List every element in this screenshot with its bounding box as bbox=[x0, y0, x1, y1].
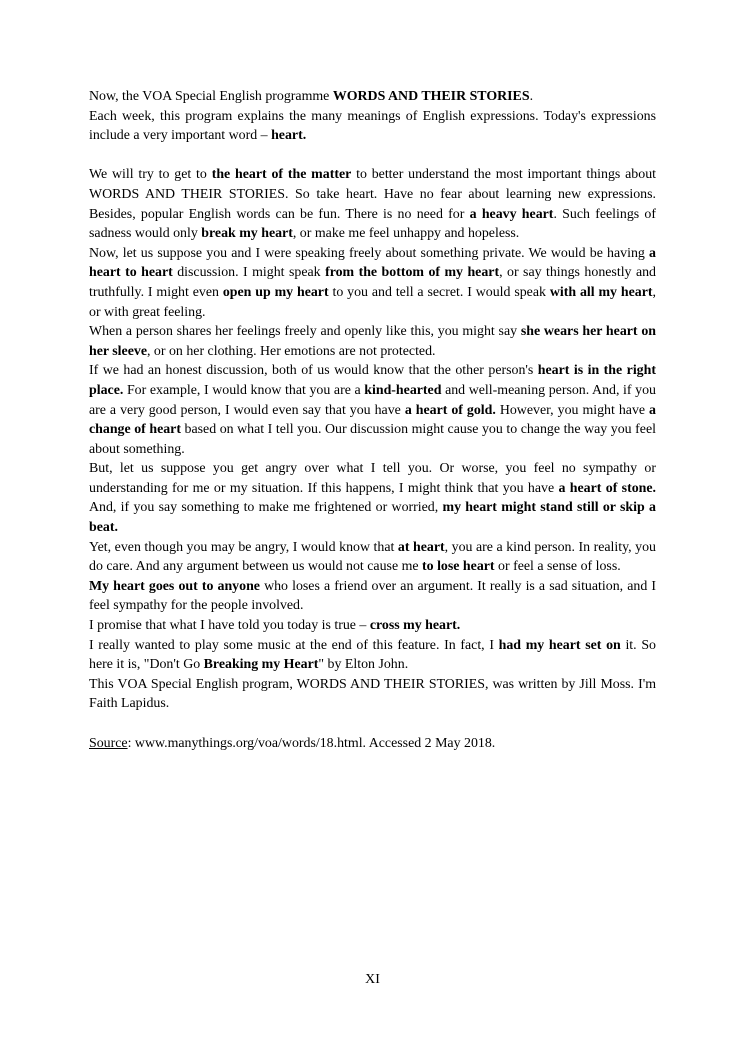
text-run: " by Elton John. bbox=[318, 657, 409, 673]
text-run: discussion. I might speak bbox=[172, 265, 326, 281]
paragraph-10 bbox=[89, 616, 656, 636]
bold-expression: at heart bbox=[397, 539, 445, 555]
paragraph-5 bbox=[89, 322, 656, 361]
text-run: I promise that what I have told you today is true – bbox=[89, 618, 370, 634]
text-run: We will try to get to bbox=[89, 167, 212, 183]
bold-expression: open up my heart bbox=[222, 284, 329, 300]
text-run: If we had an honest discussion, both of us would know that the other person's bbox=[89, 363, 538, 379]
bold-expression: break my heart bbox=[201, 226, 293, 242]
paragraph-4 bbox=[89, 244, 656, 322]
paragraph-11 bbox=[89, 636, 656, 675]
text-run: and well-meaning person. And, if you are a very good person, I would even say that you have bbox=[89, 382, 656, 418]
source-label: Source bbox=[89, 735, 128, 751]
bold-expression: My heart goes out to anyone bbox=[89, 578, 260, 594]
page-number: XI bbox=[365, 972, 380, 987]
text-run: Each week, this program explains the many meanings of English expressions. Today's expressions include a very important word – bbox=[89, 108, 656, 144]
text-run: , or on her clothing. Her emotions are not protected. bbox=[146, 343, 436, 359]
document-body bbox=[89, 87, 656, 753]
text-run: When a person shares her feelings freely and openly like this, you might say bbox=[89, 324, 521, 340]
bold-expression: to lose heart bbox=[422, 559, 495, 575]
text-run: , you are a kind person. In reality, you do care. And any argument between us would not cause me bbox=[89, 539, 656, 575]
bold-expression: with all my heart bbox=[549, 284, 653, 300]
bold-expression: a heart of stone. bbox=[558, 480, 657, 496]
bold-expression: heart is in the right place. bbox=[89, 363, 656, 398]
text-run: But, let us suppose you get angry over what I tell you. Or worse, you feel no sympathy or understanding for me or my situation. If this happens, I might think that you have bbox=[89, 461, 656, 496]
blank-line bbox=[89, 714, 656, 734]
paragraph-3 bbox=[89, 165, 656, 243]
text-run: or feel a sense of loss. bbox=[494, 559, 621, 575]
text-run: . bbox=[529, 89, 534, 104]
paragraph-6 bbox=[89, 361, 656, 459]
bold-expression: cross my heart. bbox=[369, 618, 461, 634]
text-run: it. So here it is, "Don't Go bbox=[89, 637, 656, 673]
text-run: who loses a friend over an argument. It really is a sad situation, and I feel sympathy for the people involved. bbox=[89, 578, 657, 614]
bold-expression: heart. bbox=[271, 128, 307, 144]
bold-expression: had my heart set on bbox=[498, 637, 621, 653]
text-run: , or make me feel unhappy and hopeless. bbox=[292, 226, 520, 242]
paragraph-1 bbox=[89, 87, 656, 107]
bold-expression: WORDS AND THEIR STORIES bbox=[332, 89, 530, 104]
text-run: based on what I tell you. Our discussion might cause you to change the way you feel about something. bbox=[89, 422, 656, 457]
bold-expression: a change of heart bbox=[89, 402, 656, 438]
paragraph-9 bbox=[89, 577, 656, 616]
text-run: This VOA Special English program, WORDS AND THEIR STORIES, was written by Jill Moss. I'm Faith Lapidus. bbox=[89, 676, 656, 712]
text-run: to better understand the most important things about WORDS AND THEIR STORIES. So take heart. Have no fear about learning new expressions. Besides, popular English words can be fun. There is no need for bbox=[89, 167, 656, 222]
text-run: Now, the VOA Special English programme bbox=[89, 89, 333, 104]
paragraph-7 bbox=[89, 459, 656, 537]
text-run: However, you might have bbox=[495, 402, 650, 418]
text-run: to you and tell a secret. I would speak bbox=[328, 284, 550, 300]
bold-expression: a heart of gold. bbox=[404, 402, 496, 418]
bold-expression: a heart to heart bbox=[89, 245, 656, 281]
text-run: , or with great feeling. bbox=[89, 284, 656, 320]
bold-expression: a heavy heart bbox=[469, 206, 554, 222]
bold-expression: she wears her heart on her sleeve bbox=[89, 324, 656, 359]
text-run: I really wanted to play some music at the end of this feature. In fact, I bbox=[89, 637, 499, 653]
paragraph-12 bbox=[89, 675, 656, 714]
text-run: Now, let us suppose you and I were speaking freely about something private. We would be having bbox=[89, 245, 650, 261]
bold-expression: kind-hearted bbox=[364, 382, 442, 398]
bold-expression: my heart might stand still or skip a beat. bbox=[89, 500, 656, 536]
paragraph-2 bbox=[89, 107, 656, 146]
bold-expression: the heart of the matter bbox=[211, 167, 352, 183]
paragraph-8 bbox=[89, 538, 656, 577]
bold-expression: from the bottom of my heart bbox=[325, 265, 500, 281]
text-run: . Such feelings of sadness would only bbox=[89, 206, 656, 242]
source-citation bbox=[89, 734, 656, 754]
bold-expression: Breaking my Heart bbox=[203, 657, 319, 673]
text-run: , or say things honestly and truthfully. I might even bbox=[89, 265, 657, 300]
text-run: And, if you say something to make me frightened or worried, bbox=[89, 500, 443, 516]
source-text: : www.manythings.org/voa/words/18.html. Accessed 2 May 2018. bbox=[127, 735, 496, 751]
text-run: For example, I would know that you are a bbox=[123, 382, 365, 398]
blank-line bbox=[89, 146, 656, 166]
text-run: Yet, even though you may be angry, I would know that bbox=[89, 539, 398, 555]
